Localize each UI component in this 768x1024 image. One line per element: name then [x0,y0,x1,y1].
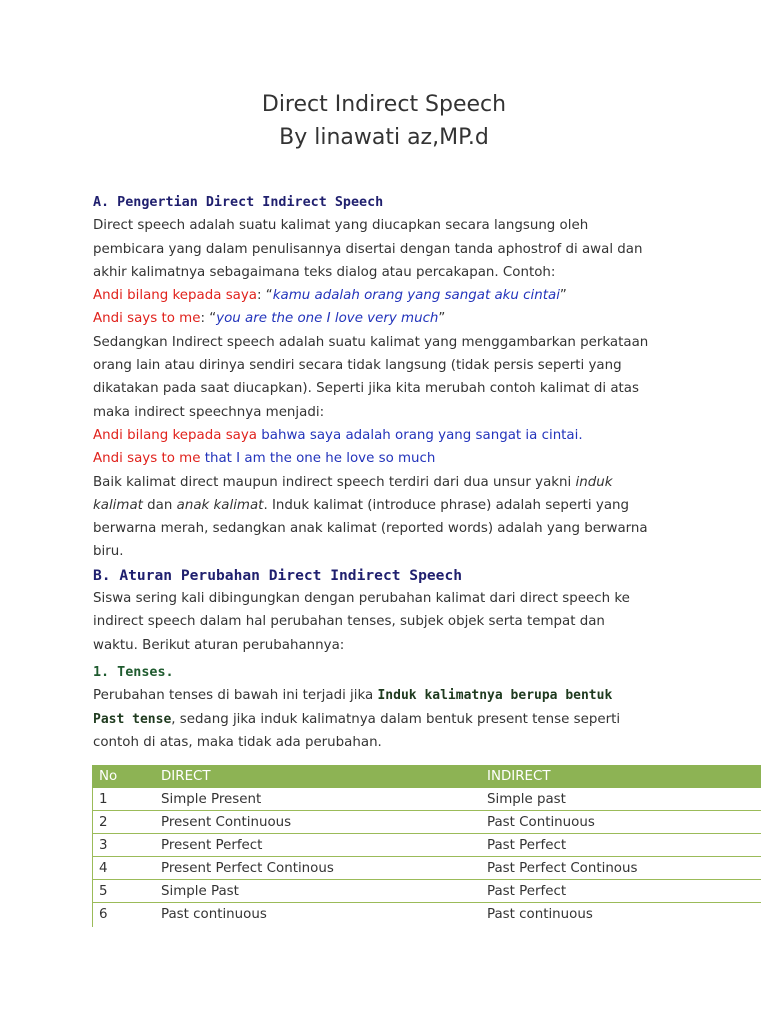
italic-term: anak kalimat [176,497,264,513]
cell-no: 2 [92,811,154,834]
cell-indirect: Past Perfect [480,880,761,903]
cell-direct: Past continuous [161,906,267,922]
table-row [92,834,761,857]
table-row [92,880,761,903]
paragraph-line: contoh di atas, maka tidak ada perubahan. [93,734,382,750]
paragraph-line: dikatakan pada saat diucapkan). Seperti jika kita merubah contoh kalimat di atas [93,381,639,397]
cell-indirect: Simple past [480,788,761,811]
text-span: , sedang jika induk kalimatnya dalam bentuk present tense seperti [171,711,621,727]
cell-no: 3 [92,834,154,857]
induk-kalimat: Andi bilang kepada saya [93,427,258,443]
cell-indirect: Past Perfect [480,834,761,857]
paragraph-line: Siswa sering kali dibingungkan dengan perubahan kalimat dari direct speech ke [93,591,630,607]
anak-kalimat: that I am the one he love so much [200,451,436,467]
table-row [92,903,761,926]
cell-direct: Simple Present [154,788,480,811]
paragraph-line: indirect speech dalam hal perubahan tenses, subjek objek serta tempat dan [93,614,605,630]
anak-kalimat: kamu adalah orang yang sangat aku cintai [272,288,560,304]
anak-kalimat: you are the one I love very much [216,311,439,327]
paragraph-line: waktu. Berikut aturan perubahannya: [93,637,345,653]
example-direct-english [93,307,693,330]
section-b-heading: B. Aturan Perubahan Direct Indirect Speech [93,566,463,584]
induk-kalimat: Andi says to me [93,451,201,467]
paragraph-line: pembicara yang dalam penulisannya disertai dengan tanda aphostrof di awal dan [93,241,643,257]
paragraph-line: akhir kalimatnya sebagaimana teks dialog atau percakapan. Contoh: [93,264,556,280]
text-span: Perubahan tenses di bawah ini terjadi jika [93,688,378,704]
cell-direct: Present Perfect Continous [154,857,480,880]
paragraph-line: Direct speech adalah suatu kalimat yang diucapkan secara langsung oleh [93,218,589,234]
cell-indirect: Past Continuous [480,811,761,834]
quote-open: : “ [257,288,273,304]
paragraph-line: maka indirect speechnya menjadi: [93,404,325,420]
text-span: . Induk kalimat (introduce phrase) adalah seperti yang [263,497,630,513]
italic-term: kalimat [93,497,143,513]
cell-no: 4 [92,857,154,880]
example-indirect-english [93,447,693,470]
bold-term: Past tense [93,711,172,727]
document-author: By linawati az,MP.d [279,125,489,150]
bold-term: Induk kalimatnya berupa bentuk [377,688,613,704]
cell-indirect: Past Perfect Continous [480,857,761,880]
example-direct-indonesian [93,284,693,307]
table-header-row [92,765,761,788]
quote-close: ” [438,311,446,327]
cell-no: 6 [99,906,108,922]
column-header-direct: DIRECT [154,765,480,788]
quote-close: ” [559,288,567,304]
cell-no: 1 [92,788,154,811]
paragraph-line [93,494,693,517]
paragraph-line: biru. [93,544,124,560]
tenses-table [92,765,761,925]
example-indirect-indonesian [93,424,693,447]
document-body [93,191,693,754]
column-header-no: No [92,765,154,788]
section-a-heading: A. Pengertian Direct Indirect Speech [93,195,384,210]
italic-term: induk [575,474,613,490]
text-span: Baik kalimat direct maupun indirect speech terdiri dari dua unsur yakni [93,474,576,490]
paragraph-line [93,684,693,707]
text-span: dan [142,497,177,513]
table-row [92,857,761,880]
cell-direct: Present Perfect [154,834,480,857]
document-title: Direct Indirect Speech [261,92,507,117]
induk-kalimat: Andi bilang kepada saya [93,288,258,304]
table-row [92,788,761,811]
induk-kalimat: Andi says to me [93,311,201,327]
column-header-indirect: INDIRECT [480,765,761,788]
table-row [92,811,761,834]
paragraph-line: berwarna merah, sedangkan anak kalimat (reported words) adalah yang berwarna [93,521,648,537]
paragraph-line [93,708,693,731]
cell-direct: Present Continuous [154,811,480,834]
anak-kalimat: bahwa saya adalah orang yang sangat ia cintai. [257,427,583,443]
paragraph-line [93,471,693,494]
tenses-heading: 1. Tenses. [93,664,174,680]
paragraph-line: Sedangkan Indirect speech adalah suatu kalimat yang menggambarkan perkataan [93,334,649,350]
cell-direct: Simple Past [154,880,480,903]
cell-indirect: Past continuous [487,906,593,922]
cell-no: 5 [92,880,154,903]
paragraph-line: orang lain atau dirinya sendiri secara tidak langsung (tidak persis seperti yang [93,358,622,374]
quote-open: : “ [200,311,217,327]
